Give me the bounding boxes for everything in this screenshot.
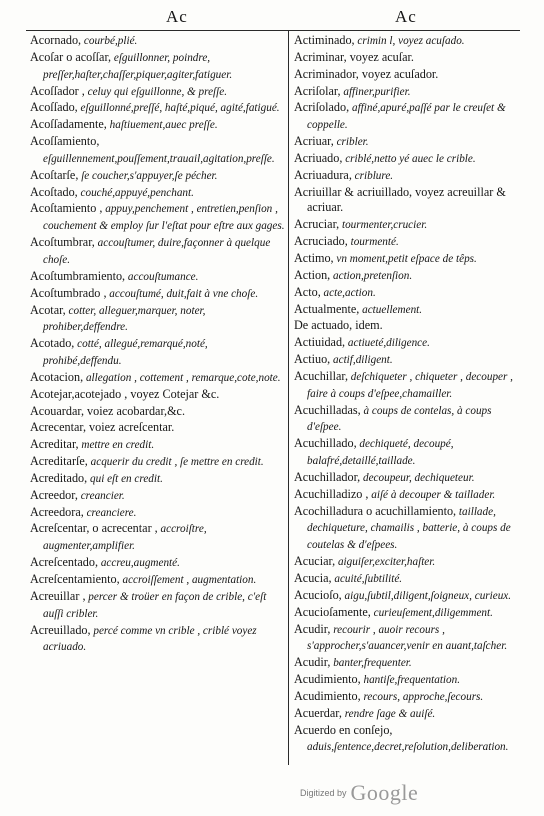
dictionary-entry (294, 352, 526, 369)
entry-headword: Acuchilladas, (294, 402, 361, 417)
entry-definition: accroiſtre, augmenter,amplifier. (43, 523, 207, 553)
entry-definition: eſguillonné,preſſé, haſté,piqué, agité,fatigué. (77, 102, 280, 115)
entry-headword: Acuchillador, (294, 469, 361, 484)
dictionary-entry (294, 335, 526, 352)
entry-headword: Acochilladura o acuchillamiento, (294, 503, 457, 518)
entry-definition: courbé,plié. (81, 35, 138, 47)
entry-definition: haſtiuement,auec preſſe. (106, 119, 218, 132)
entry-definition: ſe coucher,s'appuyer,ſe pécher. (78, 169, 218, 182)
entry-definition: actuellement. (359, 303, 423, 316)
entry-headword: Acruciado, (294, 234, 348, 249)
entry-headword: Acudir, (294, 655, 331, 670)
entry-headword: Acucia, (294, 571, 332, 585)
dictionary-entry (30, 387, 288, 404)
entry-definition: dechiqueté, decoupé, balafré,detaillé,taillade. (307, 438, 454, 468)
dictionary-entry (294, 571, 526, 588)
entry-definition: recours, approche,ſecours. (360, 690, 484, 703)
dictionary-entry (30, 201, 288, 235)
entry-definition: banter,frequenter. (330, 657, 412, 670)
entry-headword: Acto, (294, 284, 321, 299)
entry-headword: Acriuar, (294, 134, 334, 149)
entry-definition: accouſtumé, duit,fait à vne choſe. (106, 287, 259, 300)
entry-definition: creanciere. (83, 506, 137, 519)
entry-headword: Acoſtarſe, (30, 167, 79, 182)
entry-headword: Acotado, (30, 336, 75, 351)
dictionary-entry (294, 302, 526, 319)
entry-headword: Acuchillar, (294, 368, 348, 383)
entry-definition: tourmenter,crucier. (339, 219, 428, 232)
dictionary-entry (294, 151, 526, 168)
entry-headword: Actiminado, (294, 33, 355, 47)
entry-headword: Acoſtumbrado , (30, 285, 107, 300)
entry-headword: Acudimiento, (294, 672, 361, 687)
dictionary-entry (30, 454, 288, 471)
entry-headword: Actiuo, (294, 352, 331, 367)
entry-definition: actif,diligent. (330, 354, 393, 367)
dictionary-entry (30, 84, 288, 101)
entry-definition: recourir , auoir recours , s'approcher,s'auancer,venir en auant,taſcher. (307, 623, 508, 653)
dictionary-entry (30, 404, 288, 421)
dictionary-entry (294, 185, 526, 218)
digitized-by-google-watermark (300, 780, 418, 806)
right-column (294, 33, 526, 756)
entry-definition: aduis,ſentence,decret,reſolution,deliberation. (307, 741, 509, 754)
entry-headword: Action, (294, 267, 331, 282)
entry-definition: qui eſt en credit. (87, 472, 163, 485)
entry-definition: celuy qui eſguillonne, & preſſe. (84, 85, 228, 98)
entry-headword: Acreuillado, (30, 622, 91, 637)
entry-headword: Acuchilladizo , (294, 486, 369, 501)
entry-headword: Acrecentar, voiez acreſcentar. (30, 420, 175, 435)
entry-definition: cotter, alleguer,marquer, noter, prohiber,deffendre. (43, 304, 206, 334)
entry-headword: Acudir, (294, 621, 331, 636)
entry-headword: Acriuadura, (294, 167, 352, 182)
entry-definition: cotté, allegué,remarqué,noté, prohibé,deffendu. (43, 338, 208, 368)
entry-definition: accouſtumer, duire,façonner à quelque choſe. (43, 237, 271, 266)
dictionary-entry (294, 268, 526, 285)
watermark-small-text: Digitized by (300, 788, 347, 798)
dictionary-entry (30, 33, 288, 50)
entry-definition: appuy,penchement , entretien,penſion , couchement & employ ſur l'eſtat pour eſtre aux gages. (43, 203, 285, 233)
google-logo: Google (350, 780, 419, 805)
entry-definition: percer & troüer en façon de crible, c'eſt auſſi cribler. (43, 590, 267, 620)
entry-definition: actiueté,diligence. (345, 337, 430, 350)
entry-definition: creancier. (77, 489, 125, 502)
entry-definition: curieuſement,diligemment. (370, 606, 493, 619)
left-column (30, 33, 288, 656)
dictionary-entry (30, 286, 288, 303)
entry-headword: Acuerdo en conſejo, (294, 722, 393, 737)
dictionary-entry (30, 168, 288, 185)
entry-headword: Actimo, (294, 250, 334, 265)
entry-headword: Acreſcentamiento, (30, 572, 120, 586)
dictionary-entry (30, 471, 288, 488)
dictionary-entry (294, 318, 526, 335)
dictionary-entry (294, 234, 526, 251)
dictionary-entry (30, 117, 288, 134)
entry-headword: Actualmente, (294, 301, 360, 316)
entry-headword: Acoſſamiento, (30, 134, 100, 149)
dictionary-entry (30, 185, 288, 202)
entry-headword: Acucioſo, (294, 587, 342, 602)
entry-definition: decoupeur, dechiqueteur. (360, 471, 475, 484)
dictionary-entry (30, 505, 288, 522)
dictionary-entry (30, 303, 288, 337)
entry-definition: affiné,apuré,paſſé par le creuſet & coppelle. (307, 102, 506, 132)
dictionary-entry (30, 269, 288, 286)
entry-definition: allegation , cottement , remarque,cote,note. (83, 371, 281, 384)
dictionary-entry (294, 67, 526, 84)
dictionary-entry (30, 100, 288, 117)
header-rule (26, 30, 520, 31)
entry-definition: eſguillonner, poindre, preſſer,haſter,chaſſer,piquer,agiter,fatiguer. (43, 51, 233, 81)
entry-definition: accouſtumance. (125, 270, 199, 283)
entry-definition: cribler. (333, 136, 369, 149)
dictionary-entry (30, 370, 288, 387)
column-divider (288, 30, 289, 765)
dictionary-entry (294, 285, 526, 302)
dictionary-entry (294, 470, 526, 487)
entry-definition: taillade, dechiqueture, chamailis , batterie, à coups de coutelas & d'eſpees. (307, 505, 511, 552)
dictionary-entry (294, 251, 526, 268)
entry-headword: Acoſtumbramiento, (30, 268, 126, 283)
entry-definition: crimin l, voyez acuſado. (354, 35, 465, 47)
dictionary-entry (294, 403, 526, 437)
dictionary-entry (294, 588, 526, 605)
dictionary-entry (30, 437, 288, 454)
running-header-left: Ac (166, 7, 188, 26)
entry-definition: criblé,netto yé auec le crible. (342, 152, 476, 165)
dictionary-entry (294, 487, 526, 504)
dictionary-entry (294, 369, 526, 403)
entry-definition: affiner,purifier. (340, 85, 411, 98)
dictionary-entry (294, 504, 526, 555)
entry-headword: Acuerdar, (294, 705, 342, 720)
entry-headword: Acucioſamente, (294, 604, 371, 619)
entry-headword: Actiuidad, (294, 335, 346, 350)
dictionary-entry (30, 488, 288, 505)
entry-definition: rendre ſage & auiſé. (341, 707, 436, 720)
entry-headword: Acuchillado, (294, 436, 357, 451)
entry-headword: Acoſar o acoſſar, (30, 49, 112, 64)
entry-headword: Acreditado, (30, 470, 88, 485)
dictionary-entry (30, 589, 288, 623)
dictionary-entry (294, 33, 526, 50)
entry-headword: Acoſſador , (30, 83, 85, 98)
dictionary-entry (294, 84, 526, 101)
running-header-right: Ac (395, 7, 417, 26)
entry-definition: percé comme vn crible , criblé voyez acriuado. (43, 624, 257, 654)
dictionary-entry (294, 672, 526, 689)
entry-headword: Acotar, (30, 302, 66, 317)
dictionary-entry (294, 655, 526, 672)
entry-headword: Acriminador, voyez acuſador. (294, 66, 439, 81)
entry-definition: action,pretenſion. (330, 269, 413, 282)
entry-definition: acte,action. (320, 286, 376, 299)
entry-headword: Acreſcentar, o acrecentar , (30, 521, 158, 536)
dictionary-entry (294, 622, 526, 656)
dictionary-entry (294, 706, 526, 723)
entry-headword: Acriuillar & acriuillado, voyez acreuillar & acriuar. (294, 184, 506, 215)
entry-headword: Acriſolado, (294, 100, 350, 115)
entry-definition: accreu,augmenté. (98, 557, 180, 570)
entry-headword: Acouardar, voiez acobardar,&c. (30, 403, 186, 418)
entry-headword: Acoſſado, (30, 100, 78, 115)
entry-headword: Acoſtamiento , (30, 201, 103, 216)
entry-definition: à coups de contelas, à coups d'eſpee. (307, 404, 492, 434)
entry-headword: Acreditarſe, (30, 454, 88, 469)
dictionary-entry (30, 521, 288, 555)
entry-definition: acuité,ſubtilité. (331, 573, 403, 585)
dictionary-entry (294, 436, 526, 470)
entry-definition: mettre en credit. (78, 439, 155, 452)
entry-definition: aiſé à decouper & taillader. (368, 488, 496, 501)
entry-definition: criblure. (351, 169, 394, 182)
entry-definition: tourmenté. (347, 236, 399, 249)
dictionary-entry (30, 623, 288, 657)
dictionary-entry (294, 605, 526, 622)
entry-headword: Acuciar, (294, 554, 336, 569)
entry-headword: Acoſtumbrar, (30, 235, 95, 250)
entry-definition: accroiſſement , augmentation. (119, 574, 257, 586)
entry-definition: hantiſe,frequentation. (360, 674, 461, 687)
entry-headword: Acudimiento, (294, 688, 361, 703)
entry-headword: Acoſtado, (30, 184, 78, 199)
entry-definition: acquerir du credit , ſe mettre en credit. (87, 456, 264, 469)
dictionary-entry (294, 689, 526, 706)
dictionary-entry (294, 723, 526, 757)
dictionary-entry (294, 217, 526, 234)
dictionary-entry (30, 50, 288, 84)
entry-definition: deſchiqueter , chiqueter , decouper , faire à coups d'eſpee,chamailler. (307, 370, 513, 400)
entry-headword: Acoſſadamente, (30, 117, 107, 132)
entry-definition: vn moment,petit eſpace de têps. (333, 252, 477, 265)
dictionary-entry (30, 420, 288, 437)
entry-headword: Acruciar, (294, 217, 340, 232)
dictionary-entry (294, 168, 526, 185)
dictionary-entry (294, 554, 526, 571)
entry-definition: couché,appuyé,penchant. (77, 186, 194, 199)
dictionary-entry (30, 336, 288, 370)
entry-headword: Acriminar, voyez acuſar. (294, 49, 414, 64)
dictionary-entry (294, 100, 526, 134)
entry-headword: Acreedor, (30, 487, 78, 502)
entry-headword: Acreuillar , (30, 588, 86, 603)
dictionary-entry (294, 134, 526, 151)
entry-headword: Acriſolar, (294, 83, 341, 98)
entry-headword: Acotejar,acotejado , voyez Cotejar &c. (30, 386, 220, 401)
entry-definition: aiguiſer,exciter,haſter. (335, 556, 436, 569)
dictionary-entry (30, 555, 288, 572)
entry-headword: Acotacion, (30, 369, 84, 384)
dictionary-entry (294, 50, 526, 67)
entry-definition: aigu,ſubtil,diligent,ſoigneux, curieux. (341, 589, 512, 602)
dictionary-entry (30, 134, 288, 168)
entry-headword: Acornado, (30, 33, 82, 47)
entry-headword: Acreditar, (30, 437, 79, 452)
entry-headword: De actuado, idem. (294, 318, 383, 333)
dictionary-entry (30, 572, 288, 589)
entry-headword: Acreedora, (30, 504, 84, 519)
entry-headword: Acreſcentado, (30, 555, 99, 570)
dictionary-entry (30, 235, 288, 269)
entry-headword: Acriuado, (294, 150, 343, 165)
entry-definition: eſguillennement,pouſſement,trauail,agitation,preſſe. (43, 152, 275, 165)
